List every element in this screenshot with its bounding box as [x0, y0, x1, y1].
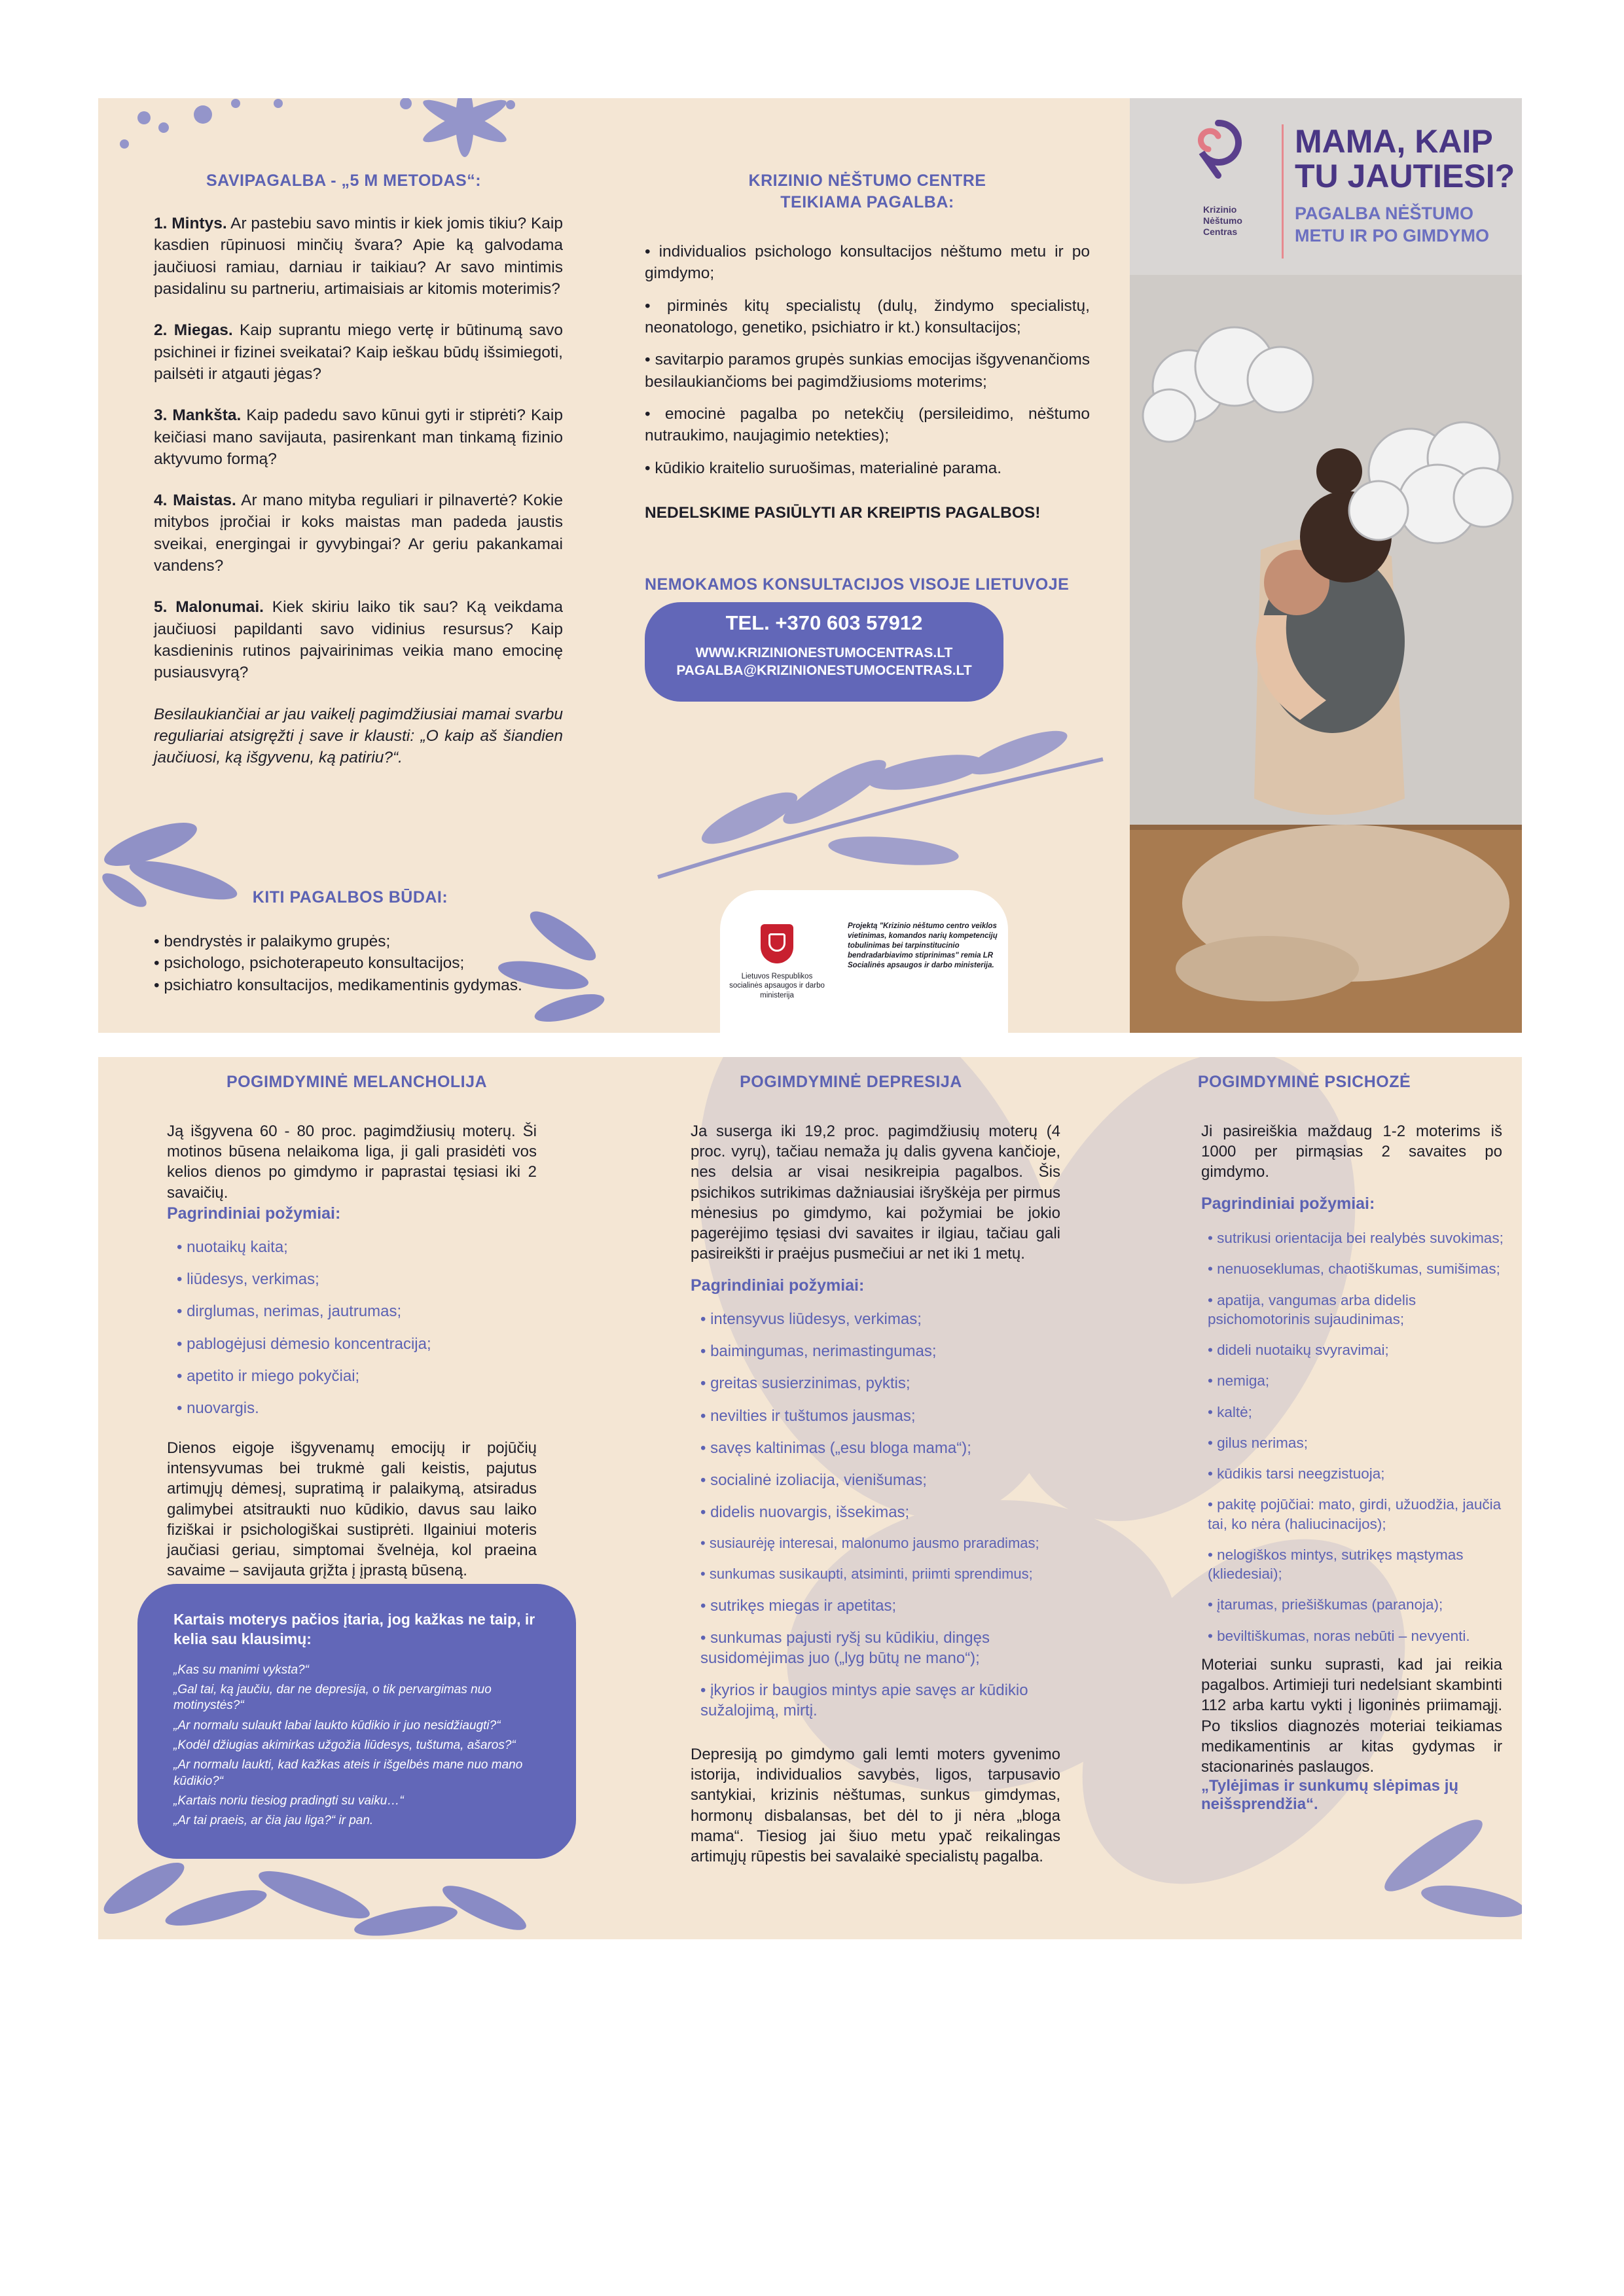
panel-cover: [1130, 98, 1522, 1033]
depression-signs: [700, 1309, 1067, 1732]
phone-link[interactable]: TEL. +370 603 57912: [725, 611, 923, 634]
logo-text: Krizinio Nėštumo Centras: [1203, 204, 1242, 237]
list-item: • dirglumas, nerimas, jautrumas;: [177, 1301, 543, 1321]
list-item: • gilus nerimas;: [1208, 1433, 1515, 1452]
method-item: 5. Malonumai. Kiek skiriu laiko tik sau? Ką veikdama jaučiuosi papildanti savo vidinius resursus? Kaip kasdieninis rutinos pajvairinimas veikia mano emocinę pusiausvyrą?: [154, 598, 563, 682]
list-item: • psichologo, psichoterapeuto konsultacijos;: [154, 954, 465, 973]
list-item: • apetito ir miego pokyčiai;: [177, 1366, 543, 1386]
melancholy-signs: [177, 1237, 543, 1430]
list-item: • nevilties ir tuštumos jausmas;: [700, 1406, 1067, 1426]
list-item: • baimingumas, nerimastingumas;: [700, 1341, 1067, 1361]
method-item: 3. Mankšta. Kaip padedu savo kūnui gyti ir stiprėti? Kaip keičiasi mano savijauta, pasirenkant man tinkamą fizinio aktyvumo formą?: [154, 406, 563, 468]
psychosis-signs-heading: Pagrindiniai požymiai:: [1201, 1194, 1375, 1213]
question-item: „Kartais noriu tiesiog pradingti su vaiku…“: [173, 1793, 404, 1808]
method-item: 2. Miegas. Kaip suprantu miego vertę ir būtinumą savo psichinei ir fizinei sveikatai? Kaip ieškau būdų išsimiegoti, pailsėti ir atgauti jėgas?: [154, 321, 563, 383]
list-item: • individualios psichologo konsultacijos nėštumo metu ir po gimdymo;: [645, 243, 1090, 283]
question-item: „Kodėl džiugias akimirkas užgožia liūdesys, tuštuma, ašaros?“: [173, 1738, 516, 1753]
coat-of-arms-icon: [761, 924, 793, 963]
column-psychosis: [1087, 1057, 1522, 1939]
list-item: • didelis nuovargis, išsekimas;: [700, 1502, 1067, 1522]
leaf-decoration: [619, 720, 1116, 890]
melancholy-heading: POGIMDYMINĖ MELANCHOLIJA: [226, 1073, 488, 1091]
method-item: 4. Maistas. Ar mano mityba reguliari ir pilnavertė? Kokie mitybos įpročiai ir koks maistas man padeda jaustis sveikai, energingai ir gyvybingai? Ar geriu pakankamai vandens?: [154, 492, 563, 575]
list-item: • kūdikis tarsi neegzistuoja;: [1208, 1464, 1515, 1483]
column-melancholy: [98, 1057, 615, 1939]
list-item: • sutrikusi orientacija bei realybės suvokimas;: [1208, 1229, 1515, 1247]
question-item: „Ar tai praeis, ar čia jau liga?“ ir pan.: [173, 1814, 374, 1828]
list-item: • bendrystės ir palaikymo grupės;: [154, 933, 391, 950]
list-item: • sunkumas susikaupti, atsiminti, priimti sprendimus;: [700, 1565, 1067, 1584]
depression-text: Depresiją po gimdymo gali lemti moters gyvenimo istorija, individualios savybės, ligos, tarpusavio santykiai, krizinis nėštumas, sunkus gimdymas, hormonų disbalansas, bet dėl to ji nėra „bloga mama“. Tiesiog jai šiuo metu ypač reikalingas artimųjų rūpestis bei savalaikė specialistų pagalba.: [691, 1746, 1060, 1865]
self-help-heading: SAVIPAGALBA - „5 M METODAS“:: [206, 171, 482, 190]
list-item: • kūdikio kraitelio suruošimas, materialinė parama.: [645, 459, 1002, 477]
list-item: • intensyvus liūdesys, verkimas;: [700, 1309, 1067, 1329]
depression-heading: POGIMDYMINĖ DEPRESIJA: [740, 1073, 962, 1091]
self-help-closing: Besilaukiančiai ar jau vaikelį pagimdžiusiai mamai svarbu reguliariai atsigręžti į save ir klausti: „O kaip aš šiandien jaučiuosi, ką išgyvenu, ką patiriu?“.: [154, 705, 563, 767]
melancholy-signs-heading: Pagrindiniai požymiai:: [167, 1204, 341, 1223]
list-item: • pakitę pojūčiai: mato, girdi, užuodžia, jaučia tai, ko nėra (haliucinacijos);: [1208, 1495, 1515, 1534]
list-item: • emocinė pagalba po netekčių (persileidimo, nėštumo nutraukimo, naujagimio netekties);: [645, 404, 1090, 445]
list-item: • socialinė izoliacija, vienišumas;: [700, 1470, 1067, 1490]
list-item: • psichiatro konsultacijos, medikamentinis gydymas.: [154, 976, 522, 994]
list-item: • sutrikęs miegas ir apetitas;: [700, 1596, 1067, 1616]
cover-title: MAMA, KAIP TU JAUTIESI?: [1295, 123, 1515, 194]
list-item: • įtarumas, priešiškumas (paranoja);: [1208, 1595, 1515, 1614]
questions-heading: Kartais moterys pačios įtaria, jog kažkas ne taip, ir kelia sau klausimų:: [173, 1611, 535, 1647]
psychosis-text: Moteriai sunku suprasti, kad jai reikia pagalbos. Artimieji turi nedelsiant skambinti 112 arba kartu vykti į ligoninės priimamąjį. Po tikslios diagnozės moteriai teikiamas medikamentinis ar kitas gydymas ir stacionarinės paslaugos.: [1201, 1656, 1502, 1776]
ministry-name: Lietuvos Respublikos socialinės apsaugos ir darbo ministerija: [729, 973, 825, 999]
depression-signs-heading: Pagrindiniai požymiai:: [691, 1276, 865, 1295]
contact-box: [645, 602, 1003, 702]
list-item: • greitas susierzinimas, pyktis;: [700, 1373, 1067, 1393]
list-item: • nemiga;: [1208, 1371, 1515, 1390]
services-list: [645, 241, 1090, 490]
question-item: „Ar normalu laukti, kad kažkas ateis ir išgelbės mane nuo mano kūdikio?“: [173, 1758, 523, 1788]
divider: [1282, 124, 1284, 259]
list-item: • savitarpio paramos grupės sunkias emocijas išgyvenančioms besilaukiančioms bei pagimdžiusioms moterims;: [645, 351, 1090, 391]
method-item: 1. Mintys. Ar pastebiu savo mintis ir kiek jomis tikiu? Kaip kasdien rūpinuosi minčių švara? Apie ką galvodama jaučiuosi ramiau, darniau ir taikiau? Ar savo mintimis pasidalinu su partneriu, artimaisiais ar kitomis moterimis?: [154, 215, 563, 298]
list-item: • nuotaikų kaita;: [177, 1237, 543, 1257]
psychosis-heading: POGIMDYMINĖ PSICHOZĖ: [1197, 1073, 1411, 1091]
panel-services: [605, 98, 1130, 1033]
brochure-back: [98, 1057, 1522, 1939]
list-item: • beviltiškumas, noras nebūti – nevyenti.: [1208, 1626, 1515, 1645]
list-item: • pirminės kitų specialistų (dulų, žindymo specialistų, neonatologo, genetiko, psichiatro ir kt.) konsultacijos;: [645, 296, 1090, 336]
psychosis-quote: „Tylėjimas ir sunkumų slėpimas jų neišsprendžia“.: [1201, 1777, 1459, 1813]
other-help-heading: KITI PAGALBOS BŪDAI:: [252, 888, 448, 906]
column-depression: [615, 1057, 1087, 1939]
list-item: • nelogiškos mintys, sutrikęs mąstymas (kliedesiai);: [1208, 1545, 1515, 1584]
list-item: • apatija, vangumas arba didelis psichomotorinis sujaudinimas;: [1208, 1291, 1515, 1329]
cover-subtitle: PAGALBA NĖŠTUMO METU IR PO GIMDYMO: [1295, 204, 1489, 245]
brochure-front: [98, 98, 1522, 1033]
services-heading: KRIZINIO NĖŠTUMO CENTRE TEIKIAMA PAGALBA:: [748, 171, 986, 211]
question-item: „Kas su manimi vyksta?“: [173, 1662, 309, 1677]
depression-intro: Ja suserga iki 19,2 proc. pagimdžiusių moterų (4 proc. vyrų), tačiau nemaža jų dalis gyvena kančioje, nes delsia ar visai nesikreipia pagalbos. Šis psichikos sutrikimas dažniausiai išryškėja per pirmus mėnesius po gimdymo, kai požymiai be jokio pagerėjimo tęsiasi dvi savaites ir ilgiau, tačiau gali pasireikšti ir praėjus pusmečiui ar net iki 1 metų.: [691, 1122, 1060, 1263]
question-item: „Gal tai, ką jaučiu, dar ne depresija, o tik pervargimas nuo motinystės?“: [173, 1683, 492, 1713]
list-item: • susiaurėję interesai, malonumo jausmo praradimas;: [700, 1534, 1067, 1553]
psychosis-intro: Ji pasireiškia maždaug 1-2 moterims iš 1000 per pirmąsias 2 savaites po gimdymo.: [1201, 1122, 1502, 1181]
list-item: • savęs kaltinimas („esu bloga mama“);: [700, 1438, 1067, 1458]
list-item: • sunkumas pajusti ryšį su kūdikiu, dingęs susidomėjimas juo („lyg būtų ne mano“);: [700, 1628, 1067, 1668]
list-item: • nenuoseklumas, chaotiškumas, sumišimas;: [1208, 1259, 1515, 1278]
website-link[interactable]: WWW.KRIZINIONESTUMOCENTRAS.LT: [695, 645, 953, 660]
sponsor-block: [720, 890, 1008, 1033]
flower-decoration: [98, 98, 605, 177]
list-item: • liūdesys, verkimas;: [177, 1269, 543, 1289]
questions-box: [137, 1584, 576, 1859]
psychosis-signs: [1208, 1229, 1515, 1657]
mother-with-baby-photo: [1130, 275, 1522, 1033]
urgent-call: NEDELSKIME PASIŪLYTI AR KREIPTIS PAGALBOS!: [645, 504, 1041, 522]
question-item: „Ar normalu sulaukt labai laukto kūdikio ir juo nesidžiaugti?“: [173, 1718, 501, 1732]
logo-icon: [1189, 117, 1248, 182]
panel-self-help: [98, 98, 605, 1033]
self-help-methods: [154, 213, 563, 789]
melancholy-text: Dienos eigoje išgyvenamų emocijų ir pojūčių intensyvumas bei trukmė gali keistis, pajutus artimųjų dėmesį, supratimą ir palaikymą, atsiradus galimybei atsitraukti nuo kūdikio, davus sau laiko fiziškai ir psichologiškai sustiprėti. Ilgainiui moteris jaučiasi geriau, simptomai švelnėja, kol praeina savaime – savijauta grįžta į įprastą būseną.: [167, 1439, 537, 1580]
project-note: Projektą "Krizinio nėštumo centro veiklos vietinimas, komandos narių kompetencijų tobulinimas bei tarpinstitucinio bendradarbiavimo stiprinimas" remia LR Socialinės apsaugos ir darbo ministerija.: [848, 922, 998, 969]
list-item: • nuovargis.: [177, 1398, 543, 1418]
list-item: • pablogėjusi dėmesio koncentracija;: [177, 1334, 543, 1354]
list-item: • įkyrios ir baugios mintys apie savęs ar kūdikio sužalojimą, mirtį.: [700, 1680, 1067, 1721]
list-item: • dideli nuotaikų svyravimai;: [1208, 1340, 1515, 1359]
melancholy-intro: Ją išgyvena 60 - 80 proc. pagimdžiusių moterų. Ši motinos būsena nelaikoma liga, ji gali prasidėti vos kelios dienos po gimdymo ir paprastai tęsiasi iki 2 savaičių.: [167, 1122, 537, 1202]
other-help-list: [154, 931, 599, 996]
list-item: • kaltė;: [1208, 1403, 1515, 1422]
free-consult-heading: NEMOKAMOS KONSULTACIJOS VISOJE LIETUVOJE: [645, 575, 1070, 594]
email-link[interactable]: PAGALBA@KRIZINIONESTUMOCENTRAS.LT: [676, 663, 972, 679]
